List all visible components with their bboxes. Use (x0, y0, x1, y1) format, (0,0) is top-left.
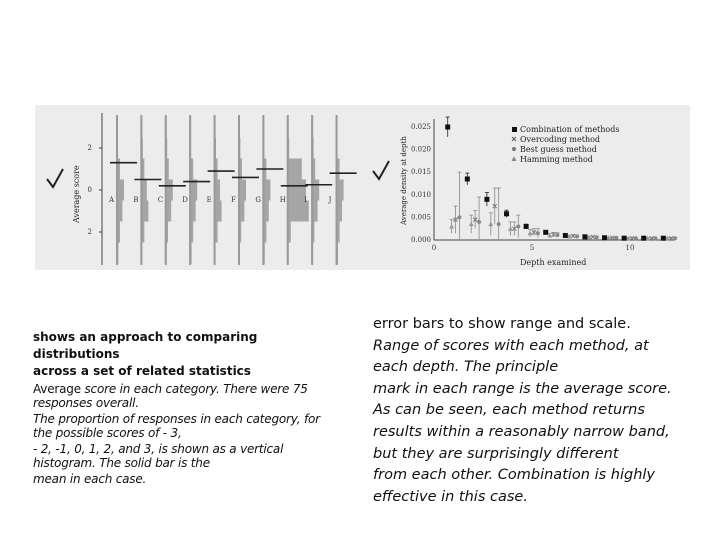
checkmark-icon (373, 161, 389, 179)
best-guess-point (595, 235, 599, 239)
histogram-bar (311, 222, 314, 243)
histogram-bar (214, 243, 216, 264)
category-label: E (206, 196, 212, 204)
combination-point (602, 235, 607, 240)
legend-circle-icon (512, 147, 516, 151)
legend-label: Overcoding method (520, 135, 601, 144)
histogram-bar (189, 201, 195, 222)
legend-x-icon (512, 137, 516, 141)
best-guess-point (457, 215, 461, 219)
right-line-5: As can be seen, each method returns (373, 402, 645, 419)
y-axis-label: Average density at depth (400, 136, 408, 225)
legend-square-icon (512, 127, 517, 132)
histogram-bar (238, 159, 242, 180)
histogram-bar (336, 159, 340, 180)
histogram-bar (262, 180, 270, 201)
y-tick-label: 0.020 (410, 145, 431, 154)
histogram-bar (214, 222, 218, 243)
histogram-bar (165, 138, 167, 159)
histogram-bar (336, 243, 338, 264)
left-paragraph-2: The proportion of responses in each category, for the possible scores of - 3, (33, 412, 320, 440)
histogram-bar (165, 180, 173, 201)
hamming-point (488, 222, 493, 227)
histogram-bar (311, 180, 319, 201)
histogram-bar (336, 138, 338, 159)
histogram-bar (214, 201, 222, 222)
combination-point (641, 236, 646, 241)
left-paragraph-3: - 2, -1, 0, 1, 2, and 3, is shown as a vertical histogram. The solid bar is the (33, 442, 284, 470)
histogram-bar (140, 159, 144, 180)
histogram-bar (311, 243, 313, 264)
hamming-point (449, 224, 454, 229)
overcoding-point (591, 235, 595, 239)
right-line-4: mark in each range is the average score. (373, 380, 672, 397)
x-tick-label: 5 (529, 244, 535, 252)
histogram-bar (238, 138, 240, 159)
histogram-bar (140, 180, 146, 201)
y-tick-label: 0.015 (410, 168, 431, 177)
combination-point (563, 233, 568, 238)
histogram-bar (311, 159, 315, 180)
category-score-chart (35, 105, 365, 270)
x-tick-label: 0 (431, 244, 437, 252)
histogram-bar (214, 117, 216, 138)
histogram-bar (116, 222, 120, 243)
histogram-bar (116, 159, 120, 180)
histogram-bar (116, 243, 118, 264)
right-line-2: Range of scores with each method, at (373, 337, 649, 354)
combination-point (504, 211, 509, 216)
histogram-bar (262, 117, 263, 138)
histogram-bar (165, 222, 168, 243)
y-tick-label: 0.005 (410, 213, 431, 222)
category-score-figure (35, 105, 365, 270)
histogram-bar (262, 201, 268, 222)
best-guess-point (497, 222, 501, 226)
category-label: H (279, 196, 286, 204)
histogram-bar (189, 159, 193, 180)
histogram-bar (116, 180, 124, 201)
histogram-bar (165, 243, 167, 264)
hamming-point (528, 231, 533, 236)
category-label: B (133, 196, 139, 204)
histogram-bar (311, 201, 317, 222)
histogram-bar (238, 180, 246, 201)
histogram-bar (238, 117, 240, 138)
combination-point (465, 176, 470, 181)
left-heading-line-2: across a set of related statistics (33, 364, 251, 378)
best-guess-point (634, 236, 638, 240)
best-guess-point (555, 233, 559, 237)
best-guess-point (673, 236, 677, 240)
histogram-bar (262, 138, 264, 159)
histogram-bar (116, 117, 117, 138)
histogram-bar (140, 201, 148, 222)
best-guess-point (536, 231, 540, 235)
category-label: F (231, 196, 236, 204)
histogram-bar (336, 117, 337, 138)
legend-label: Best guess method (520, 145, 597, 154)
histogram-bar (116, 201, 122, 222)
combination-point (524, 224, 529, 229)
left-heading-line-1: shows an approach to comparing distributions (33, 330, 258, 361)
histogram-bar (287, 159, 302, 180)
right-line-1: error bars to show range and scale. (373, 316, 631, 332)
right-line-6: results within a reasonably narrow band, (373, 423, 670, 440)
y-axis-label: Average score (72, 165, 81, 223)
histogram-bar (287, 243, 289, 264)
histogram-bar (214, 159, 218, 180)
y-tick-label: 0 (87, 186, 92, 194)
histogram-bar (189, 222, 193, 243)
histogram-bar (336, 180, 344, 201)
histogram-bar (165, 159, 169, 180)
legend-label: Hamming method (520, 155, 593, 164)
combination-point (622, 236, 627, 241)
left-paragraph-1 (33, 383, 333, 410)
histogram-bar (262, 222, 266, 243)
combination-point (661, 236, 666, 241)
right-description (373, 314, 713, 508)
histogram-bar (116, 138, 118, 159)
histogram-bar (214, 180, 220, 201)
category-label: I (304, 196, 307, 204)
histogram-bar (287, 117, 289, 138)
histogram-bar (311, 138, 313, 159)
left-paragraph-1-start: Average (33, 382, 85, 396)
right-line-7: but they are surprisingly different (373, 445, 619, 462)
left-paragraph-4: mean in each case. (33, 472, 147, 486)
hamming-point (469, 222, 474, 227)
histogram-bar (189, 243, 191, 264)
histogram-bar (336, 222, 340, 243)
best-guess-point (477, 220, 481, 224)
combination-point (543, 230, 548, 235)
checkmark-icon (47, 169, 63, 187)
depth-density-figure (365, 105, 690, 270)
overcoding-point (610, 236, 614, 240)
y-tick-label: 2 (87, 228, 92, 236)
right-line-3: each depth. The principle (373, 359, 559, 376)
histogram-bar (165, 201, 171, 222)
category-label: A (109, 196, 115, 204)
histogram-bar (336, 201, 342, 222)
histogram-bar (311, 117, 313, 138)
histogram-bar (287, 138, 289, 159)
best-guess-point (614, 236, 618, 240)
category-label: J (328, 196, 332, 204)
x-tick-label: 10 (625, 244, 635, 252)
histogram-bar (189, 138, 191, 159)
y-tick-label: 0.000 (410, 236, 431, 244)
histogram-bar (238, 222, 241, 243)
combination-point (445, 125, 450, 130)
legend-label: Combination of methods (520, 125, 620, 134)
category-label: G (255, 196, 261, 204)
left-description (33, 329, 333, 487)
histogram-bar (238, 201, 244, 222)
histogram-bar (238, 243, 240, 264)
combination-point (484, 197, 489, 202)
legend-triangle-icon (512, 156, 517, 161)
best-guess-point (653, 236, 657, 240)
histogram-bar (165, 117, 167, 138)
histogram-bar (140, 243, 142, 264)
category-label: C (157, 196, 164, 204)
depth-density-chart (365, 105, 690, 270)
right-line-9: effective in this case. (373, 488, 528, 505)
histogram-bar (189, 117, 190, 138)
histogram-bar (189, 180, 197, 201)
histogram-bar (140, 117, 142, 138)
right-line-8: from each other. Combination is highly (373, 467, 655, 484)
category-label: D (182, 196, 188, 204)
best-guess-point (516, 224, 520, 228)
histogram-bar (287, 222, 291, 243)
y-tick-label: 2 (87, 144, 92, 152)
best-guess-point (575, 234, 579, 238)
left-paragraph-1-rest: score in each category. There were 75 responses overall. (33, 382, 308, 410)
histogram-bar (140, 138, 142, 159)
y-tick-label: 0.025 (410, 123, 431, 131)
histogram-bar (140, 222, 144, 243)
x-axis-label: Depth examined (520, 258, 587, 267)
histogram-bar (262, 243, 264, 264)
combination-point (582, 234, 587, 239)
histogram-bar (214, 138, 216, 159)
y-tick-label: 0.010 (410, 190, 431, 199)
histogram-bar (287, 180, 306, 201)
